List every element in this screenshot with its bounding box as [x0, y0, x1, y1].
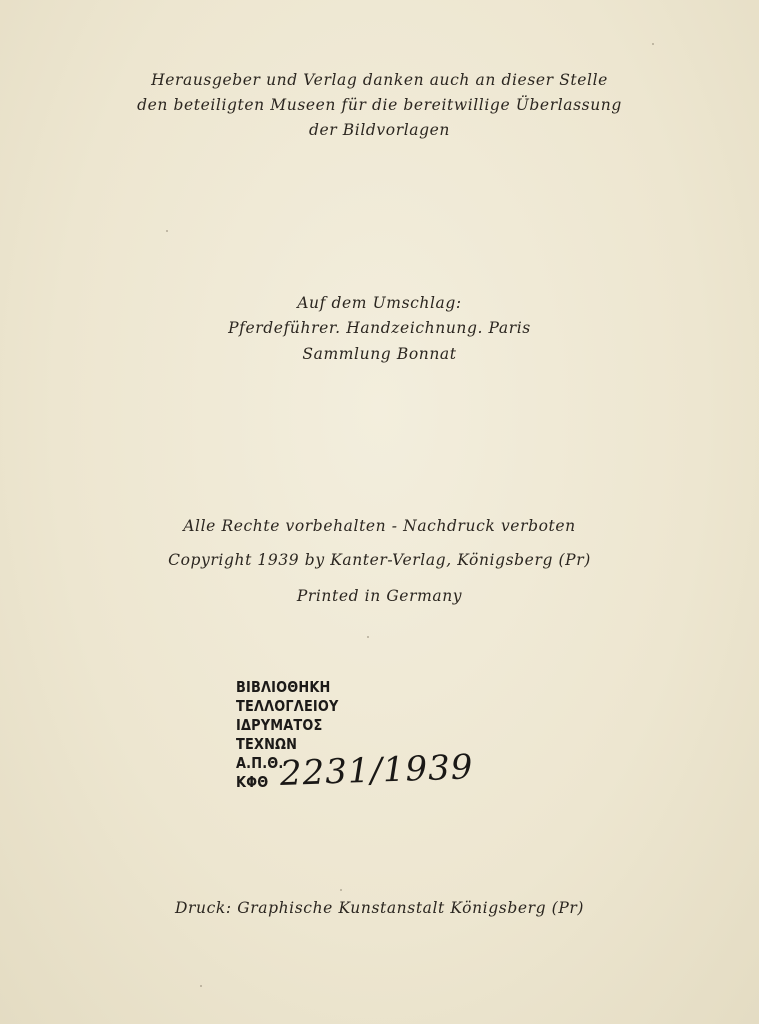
acknowledgement-line-2: den beteiligten Museen für die bereitwillige Überlassung [137, 96, 622, 114]
stamp-line-2: ΤΕΛΛΟΓΛΕΙΟΥ [236, 697, 339, 715]
paper-speck [652, 43, 654, 45]
cover-note-line-1: Auf dem Umschlag: [297, 294, 462, 312]
stamp-line-3: ΙΔΡΥΜΑΤΟΣ [236, 716, 323, 734]
cover-note-line-3: Sammlung Bonnat [302, 345, 457, 363]
stamp-line-1: ΒΙΒΛΙΟΘΗΚΗ [236, 678, 331, 696]
paper-speck [340, 889, 342, 891]
paper-speck [200, 985, 202, 987]
acknowledgement-line-1: Herausgeber und Verlag danken auch an dieser Stelle [151, 71, 608, 89]
cover-note-line-2: Pferdeführer. Handzeichnung. Paris [228, 319, 531, 337]
printer-line: Druck: Graphische Kunstanstalt Königsberg (Pr) [175, 899, 584, 917]
handwritten-accession-number: 2231/1939 [279, 747, 475, 794]
copyright-line: Copyright 1939 by Kanter-Verlag, Königsberg (Pr) [168, 551, 591, 569]
printed-in-line: Printed in Germany [296, 587, 463, 605]
acknowledgement-line-3: der Bildvorlagen [308, 121, 451, 139]
paper-speck [367, 636, 369, 638]
stamp-line-5: Α.Π.Θ. [236, 754, 284, 772]
rights-line-1: Alle Rechte vorbehalten - Nachdruck verboten [183, 517, 576, 535]
stamp-line-6: ΚΦΘ [236, 773, 269, 791]
stamp-line-4: ΤΕΧΝΩΝ [236, 735, 298, 753]
paper-speck [166, 230, 168, 232]
